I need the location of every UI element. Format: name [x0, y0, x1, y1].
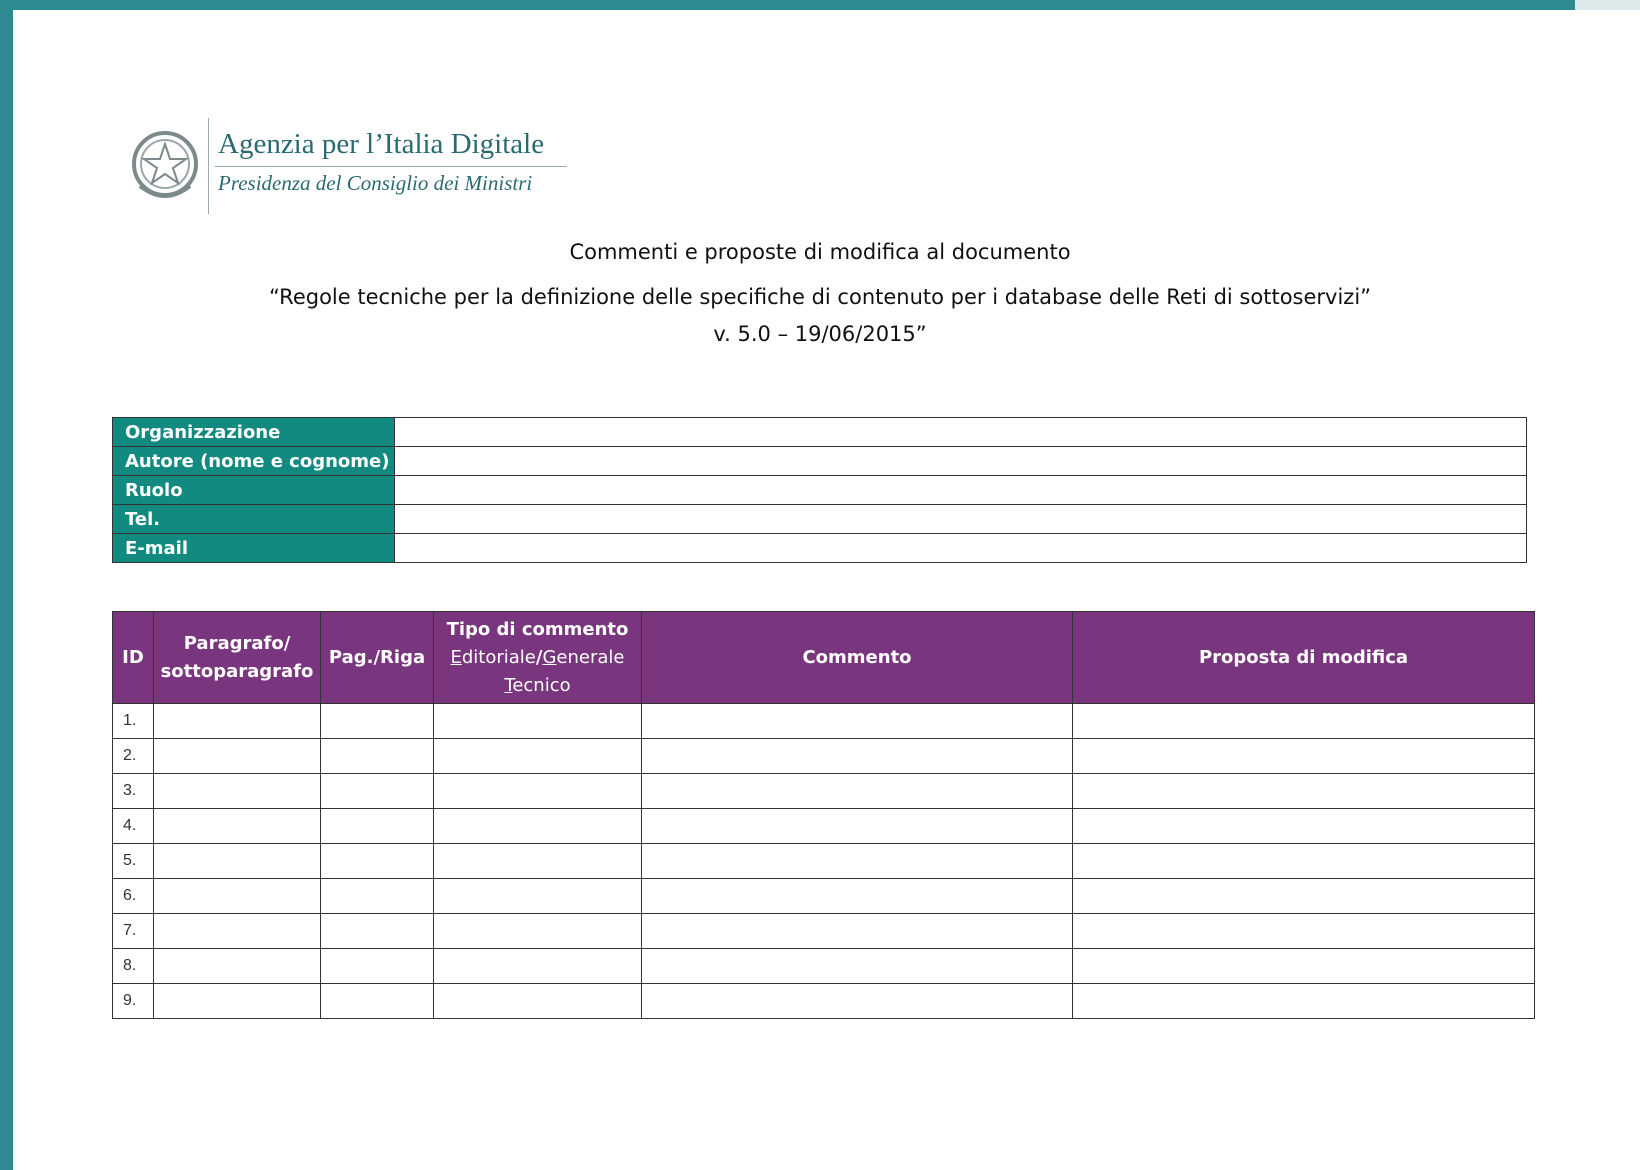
proposal-cell[interactable] — [1073, 704, 1535, 739]
header-comment: Commento — [642, 612, 1073, 704]
header-type-editoriale: ditoriale — [461, 646, 536, 668]
type-cell[interactable] — [434, 704, 642, 739]
header-comment-type — [434, 612, 642, 704]
proposal-cell[interactable] — [1073, 984, 1535, 1019]
author-info-table — [112, 417, 1527, 563]
table-row — [113, 704, 1535, 739]
info-value-field[interactable] — [395, 447, 1527, 476]
comment-cell[interactable] — [642, 984, 1073, 1019]
type-cell[interactable] — [434, 949, 642, 984]
comments-table-body — [113, 704, 1535, 1019]
header-type-slash: / — [535, 646, 543, 668]
proposal-cell[interactable] — [1073, 739, 1535, 774]
page-cell[interactable] — [321, 809, 434, 844]
table-row — [113, 984, 1535, 1019]
document-version: v. 5.0 – 19/06/2015” — [713, 322, 927, 346]
logo-divider — [208, 118, 209, 214]
info-row-autore — [113, 447, 1527, 476]
page-cell[interactable] — [321, 949, 434, 984]
agency-subtitle: Presidenza del Consiglio dei Ministri — [218, 171, 533, 195]
agency-name: Agenzia per l’Italia Digitale — [218, 128, 545, 160]
header-page: Pag./Riga — [321, 612, 434, 704]
paragraph-cell[interactable] — [154, 704, 321, 739]
type-cell[interactable] — [434, 914, 642, 949]
type-cell[interactable] — [434, 739, 642, 774]
row-id: 5. — [113, 844, 154, 879]
proposal-cell[interactable] — [1073, 809, 1535, 844]
table-row — [113, 949, 1535, 984]
info-row-organizzazione — [113, 418, 1527, 447]
row-id: 8. — [113, 949, 154, 984]
info-value-field[interactable] — [395, 534, 1527, 563]
info-value-field[interactable] — [395, 418, 1527, 447]
page-cell[interactable] — [321, 774, 434, 809]
paragraph-cell[interactable] — [154, 914, 321, 949]
page-cell[interactable] — [321, 984, 434, 1019]
row-id: 6. — [113, 879, 154, 914]
header-id: ID — [113, 612, 154, 704]
comments-table — [112, 611, 1535, 1019]
type-cell[interactable] — [434, 774, 642, 809]
comment-cell[interactable] — [642, 704, 1073, 739]
info-value-field[interactable] — [395, 476, 1527, 505]
paragraph-cell[interactable] — [154, 984, 321, 1019]
type-cell[interactable] — [434, 809, 642, 844]
header-paragraph-line2: sottoparagrafo — [160, 660, 314, 682]
header-paragraph-line1: Paragrafo/ — [183, 632, 291, 654]
table-row — [113, 844, 1535, 879]
header-type-line1: Tipo di commento — [446, 618, 629, 640]
header-type-generale: enerale — [556, 646, 625, 668]
table-row — [113, 774, 1535, 809]
comment-cell[interactable] — [642, 844, 1073, 879]
table-row — [113, 739, 1535, 774]
row-id: 9. — [113, 984, 154, 1019]
row-id: 4. — [113, 809, 154, 844]
row-id: 2. — [113, 739, 154, 774]
info-label: E-mail — [113, 534, 395, 563]
paragraph-cell[interactable] — [154, 739, 321, 774]
page-cell[interactable] — [321, 879, 434, 914]
paragraph-cell[interactable] — [154, 774, 321, 809]
info-label: Organizzazione — [113, 418, 395, 447]
page-cell[interactable] — [321, 704, 434, 739]
row-id: 7. — [113, 914, 154, 949]
table-row — [113, 809, 1535, 844]
logo-underline — [215, 166, 567, 167]
agency-logo — [130, 118, 570, 214]
type-cell[interactable] — [434, 844, 642, 879]
header-type-g: G — [542, 646, 557, 668]
paragraph-cell[interactable] — [154, 949, 321, 984]
info-row-ruolo — [113, 476, 1527, 505]
row-id: 3. — [113, 774, 154, 809]
type-cell[interactable] — [434, 984, 642, 1019]
proposal-cell[interactable] — [1073, 844, 1535, 879]
info-value-field[interactable] — [395, 505, 1527, 534]
header-paragraph — [154, 612, 321, 704]
comment-cell[interactable] — [642, 914, 1073, 949]
header-type-e: E — [450, 646, 462, 668]
proposal-cell[interactable] — [1073, 914, 1535, 949]
row-id: 1. — [113, 704, 154, 739]
info-label: Autore (nome e cognome) — [113, 447, 395, 476]
type-cell[interactable] — [434, 879, 642, 914]
paragraph-cell[interactable] — [154, 879, 321, 914]
document-title: “Regole tecniche per la definizione delle specifiche di contenuto per i database delle Reti di sottoservizi” — [268, 285, 1372, 309]
page-cell[interactable] — [321, 914, 434, 949]
proposal-cell[interactable] — [1073, 879, 1535, 914]
proposal-cell[interactable] — [1073, 949, 1535, 984]
comment-cell[interactable] — [642, 879, 1073, 914]
paragraph-cell[interactable] — [154, 809, 321, 844]
comment-cell[interactable] — [642, 774, 1073, 809]
comment-cell[interactable] — [642, 809, 1073, 844]
header-type-t: T — [504, 674, 513, 696]
info-row-email — [113, 534, 1527, 563]
comments-table-header — [113, 612, 1535, 704]
info-row-tel — [113, 505, 1527, 534]
header-proposal: Proposta di modifica — [1073, 612, 1535, 704]
proposal-cell[interactable] — [1073, 774, 1535, 809]
paragraph-cell[interactable] — [154, 844, 321, 879]
table-row — [113, 914, 1535, 949]
info-label: Ruolo — [113, 476, 395, 505]
comment-cell[interactable] — [642, 949, 1073, 984]
page-cell[interactable] — [321, 739, 434, 774]
document-heading: Commenti e proposte di modifica al documento — [569, 240, 1071, 264]
italian-republic-emblem-icon — [130, 128, 200, 204]
page-cell[interactable] — [321, 844, 434, 879]
info-label: Tel. — [113, 505, 395, 534]
table-row — [113, 879, 1535, 914]
comment-cell[interactable] — [642, 739, 1073, 774]
frame-corner — [1575, 0, 1640, 10]
header-type-tecnico: ecnico — [512, 674, 571, 696]
